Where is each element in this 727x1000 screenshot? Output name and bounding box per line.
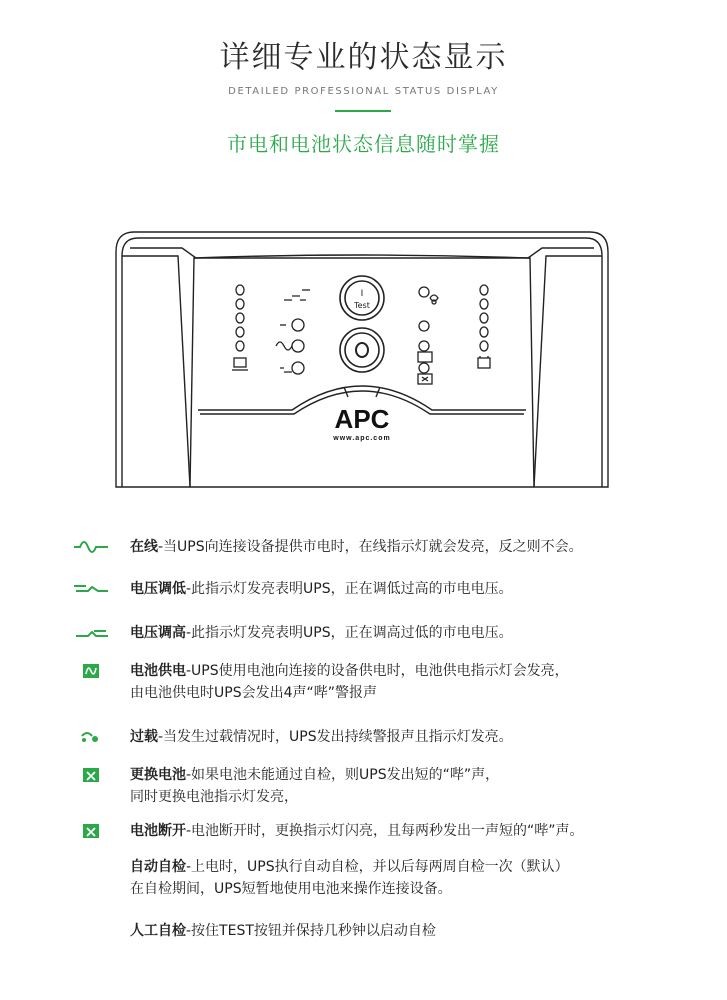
item-name: 电池断开 — [130, 823, 186, 839]
item-name: 更换电池 — [130, 767, 186, 783]
item-name: 在线 — [130, 539, 158, 555]
item-name: 人工自检 — [130, 923, 186, 939]
battery-disconnected-icon — [74, 820, 108, 842]
brand-logo: APC — [334, 404, 390, 434]
accent-divider — [335, 110, 391, 112]
item-desc: -当发生过载情况时，UPS发出持续警报声且指示灯发亮。 — [158, 729, 513, 745]
page-title: 详细专业的状态显示 — [219, 40, 508, 75]
item-name: 电压调低 — [130, 581, 186, 597]
online-sine-icon — [74, 536, 108, 558]
item-desc: -按住TEST按钮并保持几秒钟以启动自检 — [186, 923, 436, 939]
off-button — [340, 328, 384, 372]
item-desc-line2: 同时更换电池指示灯发亮， — [130, 789, 298, 805]
ups-front-panel — [112, 222, 612, 497]
trim-voltage-icon — [74, 578, 108, 600]
load-level-leds — [232, 285, 248, 370]
item-desc: -此指示灯发亮表明UPS，正在调高过低的市电电压。 — [186, 625, 513, 641]
page-subtitle: DETAILED PROFESSIONAL STATUS DISPLAY — [228, 86, 499, 97]
brand-url: www.apc.com — [333, 435, 391, 442]
item-name: 自动自检 — [130, 859, 186, 875]
item-desc: -此指示灯发亮表明UPS，正在调低过高的市电电压。 — [186, 581, 513, 597]
item-name: 电压调高 — [130, 625, 186, 641]
on-battery-icon — [74, 660, 108, 682]
item-desc: -电池断开时，更换指示灯闪亮，且每两秒发出一声短的“哔”声。 — [186, 823, 584, 839]
boost-voltage-icon — [74, 622, 108, 644]
battery-level-leds — [478, 285, 490, 368]
item-desc: -UPS使用电池向连接的设备供电时，电池供电指示灯会发亮， — [186, 663, 569, 679]
item-name: 过载 — [130, 729, 158, 745]
test-label: Test — [354, 301, 370, 310]
replace-battery-icon — [74, 764, 108, 786]
item-desc-line2: 由电池供电时UPS会发出4声“哔”警报声 — [130, 685, 377, 701]
overload-icon — [74, 726, 108, 748]
power-label: I — [360, 289, 364, 299]
item-desc: -上电时，UPS执行自动自检，并以后每两周自检一次（默认） — [186, 859, 569, 875]
item-desc-line2: 在自检期间，UPS短暂地使用电池来操作连接设备。 — [130, 881, 452, 897]
item-name: 电池供电 — [130, 663, 186, 679]
section-tagline: 市电和电池状态信息随时掌握 — [227, 132, 500, 156]
item-desc: -如果电池未能通过自检，则UPS发出短的“哔”声， — [186, 767, 500, 783]
item-desc: -当UPS向连接设备提供市电时，在线指示灯就会发亮，反之则不会。 — [158, 539, 583, 555]
